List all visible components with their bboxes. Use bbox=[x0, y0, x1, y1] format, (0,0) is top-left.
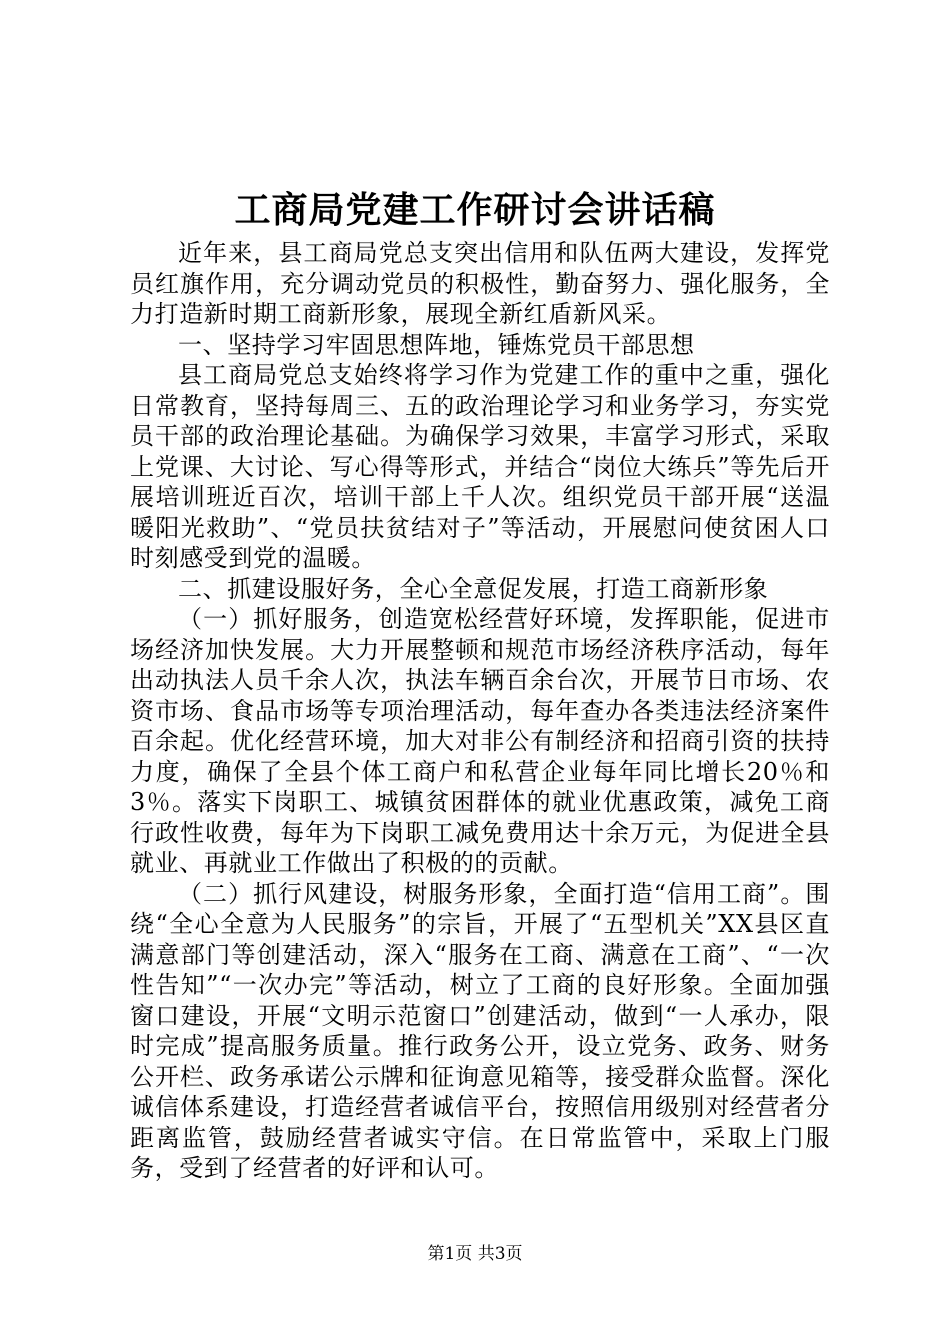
page-number: 第1页 共3页 bbox=[427, 1244, 523, 1264]
document-body bbox=[130, 238, 830, 1184]
section-heading-2: 二、抓建设服好务，全心全意促发展，打造工商新形象 bbox=[178, 574, 769, 603]
paragraph-service: （一）抓好服务，创造宽松经营好环境，发挥职能，促进市场经济加快发展。大力开展整顿和规范市场经济秩序活动，每年出动执法人员千余人次，执法车辆百余台次，开展节日市场、农资市场、食品市场等专项治理活动，每年查办各类违法经济案件百余起。优化经营环境，加大对非公有制经济和招商引资的扶持力度，确保了全县个体工商户和私营企业每年同比增长20％和3％。落实下岗职工、城镇贫困群体的就业优惠政策，减免工商行政性收费，每年为下岗职工减免费用达十余万元，为促进全县就业、再就业工作做出了积极的的贡献。 bbox=[130, 605, 830, 877]
paragraph-conduct: （二）抓行风建设，树服务形象，全面打造“信用工商”。围绕“全心全意为人民服务”的宗旨，开展了“五型机关”XX县区直满意部门等创建活动，深入“服务在工商、满意在工商”、“一次性告知”“一次办完”等活动，树立了工商的良好形象。全面加强窗口建设，开展“文明示范窗口”创建活动，做到“一人承办，限时完成”提高服务质量。推行政务公开，设立党务、政务、财务公开栏、政务承诺公示牌和征询意见箱等，接受群众监督。深化诚信体系建设，打造经营者诚信平台，按照信用级别对经营者分距离监管，鼓励经营者诚实守信。在日常监管中，采取上门服务，受到了经营者的好评和认可。 bbox=[130, 879, 830, 1182]
paragraph-intro: 近年来，县工商局党总支突出信用和队伍两大建设，发挥党员红旗作用，充分调动党员的积极性，勤奋努力、强化服务，全力打造新时期工商新形象，展现全新红盾新风采。 bbox=[130, 239, 830, 328]
paragraph-study: 县工商局党总支始终将学习作为党建工作的重中之重，强化日常教育，坚持每周三、五的政治理论学习和业务学习，夯实党员干部的政治理论基础。为确保学习效果，丰富学习形式，采取上党课、大讨论、写心得等形式，并结合“岗位大练兵”等先后开展培训班近百次，培训干部上千人次。组织党员干部开展“送温暖阳光救助”、“党员扶贫结对子”等活动，开展慰问使贫困人口时刻感受到党的温暖。 bbox=[130, 361, 830, 572]
document-title: 工商局党建工作研讨会讲话稿 bbox=[234, 189, 716, 231]
section-heading-1: 一、坚持学习牢固思想阵地，锤炼党员干部思想 bbox=[178, 330, 695, 359]
